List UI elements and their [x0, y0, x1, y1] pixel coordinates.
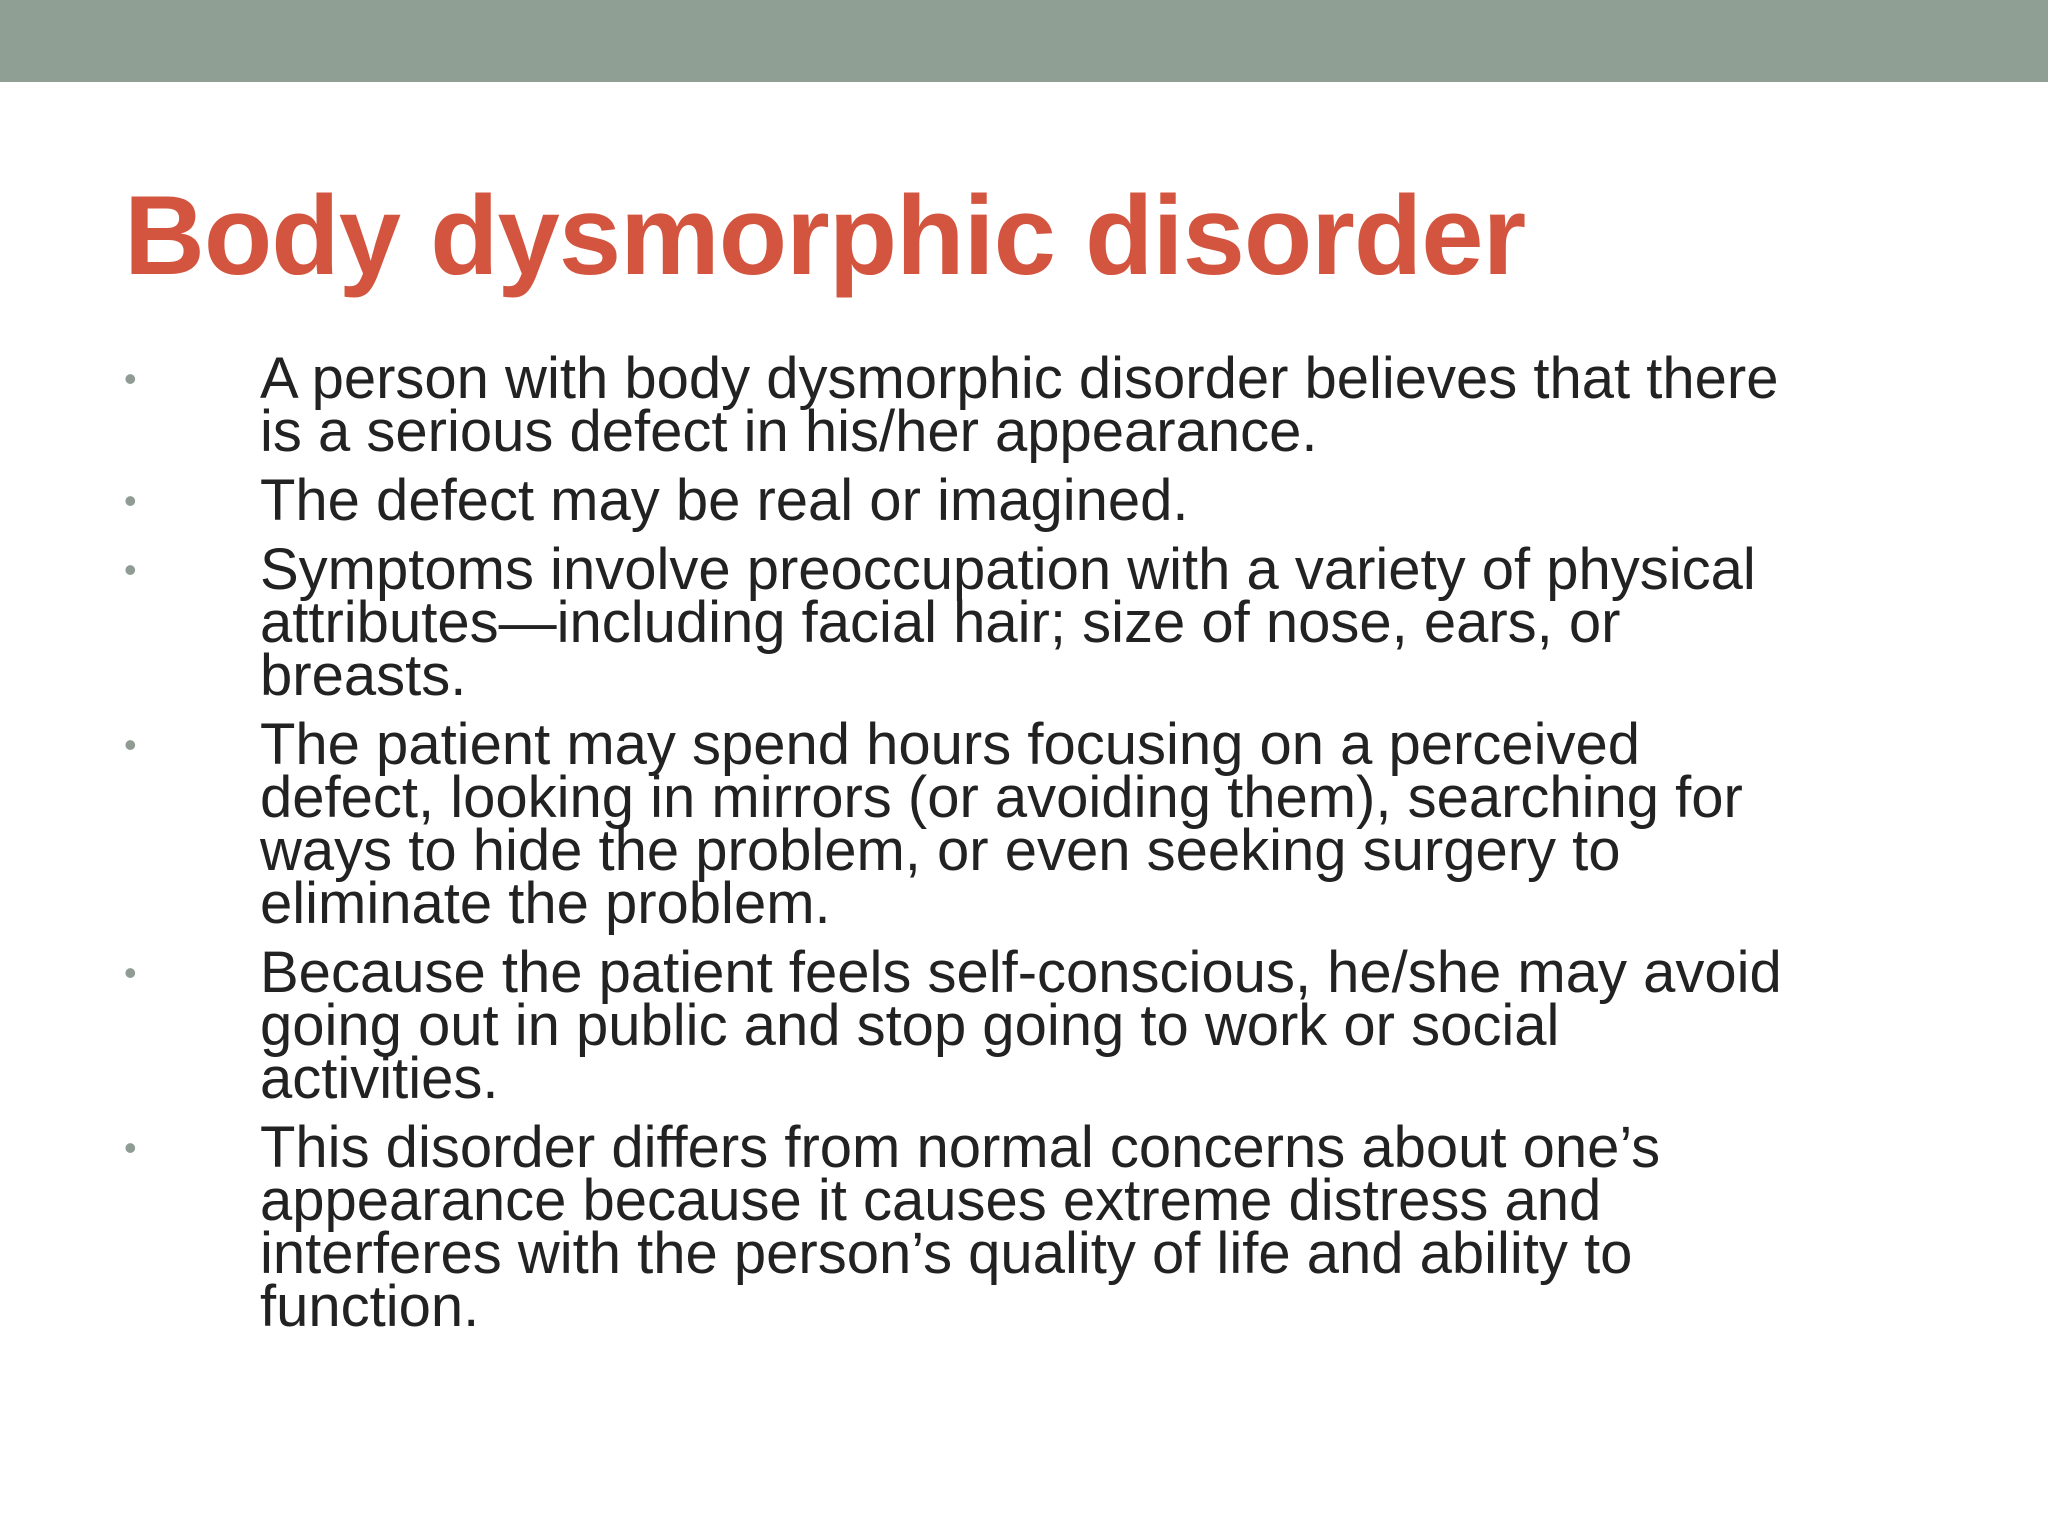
bullet-dot-icon: • [124, 952, 137, 993]
bullet-text-line: breasts. [260, 643, 467, 708]
bullet-text-line: ways to hide the problem, or even seeking surgery to [260, 818, 1621, 883]
bullet-item [124, 468, 1974, 533]
top-accent-bar [0, 0, 2048, 82]
slide-title: Body dysmorphic disorder [124, 173, 1526, 298]
bullet-dot-icon: • [124, 724, 137, 765]
bullet-item [124, 346, 1974, 464]
bullet-text-line: is a serious defect in his/her appearance. [260, 399, 1318, 464]
bullet-list [124, 346, 1974, 1349]
bullet-text-line: The defect may be real or imagined. [260, 468, 1189, 533]
bullet-text-line: defect, looking in mirrors (or avoiding them), searching for [260, 765, 1743, 830]
bullet-text-line: going out in public and stop going to work or social [260, 993, 1560, 1058]
bullet-item [124, 712, 1974, 936]
bullet-text-line: A person with body dysmorphic disorder believes that there [260, 346, 1779, 411]
bullet-text-line: This disorder differs from normal concerns about one’s [260, 1115, 1661, 1180]
bullet-text-line: function. [260, 1274, 480, 1339]
bullet-item [124, 940, 1974, 1111]
bullet-item [124, 1115, 1974, 1339]
bullet-dot-icon: • [124, 358, 137, 399]
bullet-text-line: The patient may spend hours focusing on a perceived [260, 712, 1640, 777]
bullet-text-line: activities. [260, 1046, 499, 1111]
bullet-dot-icon: • [124, 1127, 137, 1168]
bullet-text-line: appearance because it causes extreme distress and [260, 1168, 1602, 1233]
bullet-text-line: interferes with the person’s quality of life and ability to [260, 1221, 1633, 1286]
bullet-item [124, 537, 1974, 708]
bullet-dot-icon: • [124, 480, 137, 521]
bullet-text-line: eliminate the problem. [260, 871, 831, 936]
bullet-dot-icon: • [124, 549, 137, 590]
bullet-text-line: Because the patient feels self-conscious, he/she may avoid [260, 940, 1782, 1005]
bullet-text-line: attributes—including facial hair; size of nose, ears, or [260, 590, 1621, 655]
bullet-text-line: Symptoms involve preoccupation with a variety of physical [260, 537, 1756, 602]
